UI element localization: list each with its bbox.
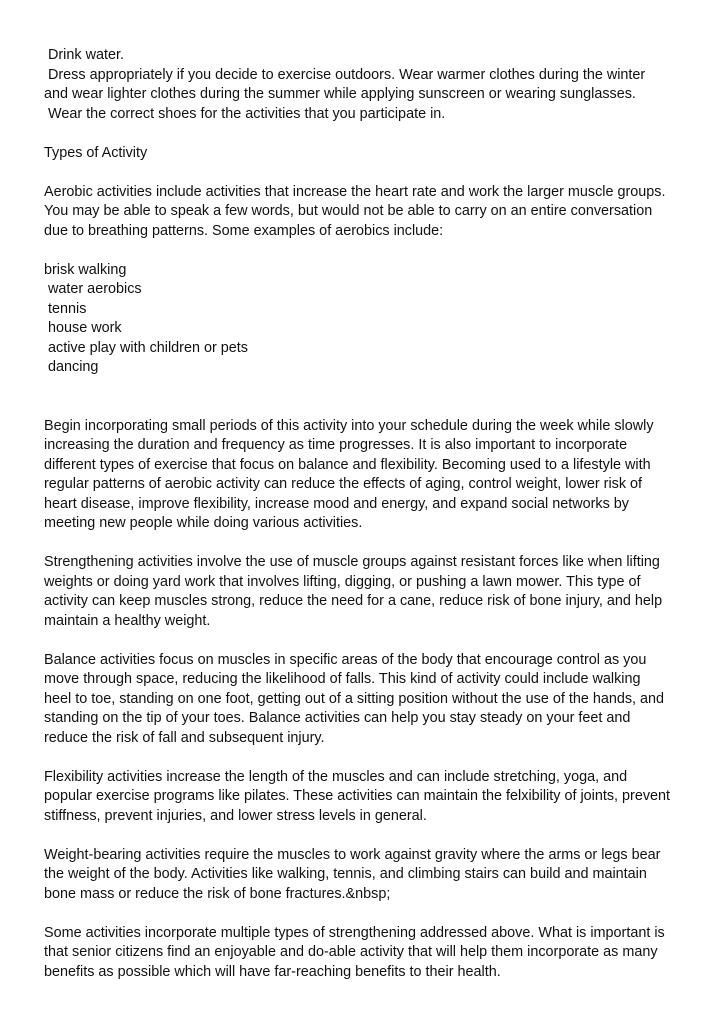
paragraph-line: popular exercise programs like pilates. These activities can maintain the felxibility of joints, prevent [44,788,671,804]
aerobic-intro-paragraph [44,183,704,242]
section-heading: Types of Activity [44,144,148,161]
paragraph-line: heart disease, improve flexibility, increase mood and energy, and expand social networks by [44,495,629,512]
list-item: dancing [44,359,99,375]
paragraph-line: Strengthening activities involve the use of muscle groups against resistant forces like when lifting [44,554,660,570]
paragraph-line: standing on the tip of your toes. Balance activities can help you stay steady on your feet and [44,710,631,726]
paragraph-line: meeting new people while doing various activities. [44,515,363,531]
spacer [44,631,704,651]
list-item: active play with children or pets [44,339,248,356]
tip-line: Wear the correct shoes for the activities that you participate in. [44,105,446,122]
paragraph-line: Balance activities focus on muscles in specific areas of the body that encourage control as you [44,651,647,668]
paragraph-line: bone mass or reduce the risk of bone fractures.&nbsp; [44,885,391,902]
paragraph-line: Begin incorporating small periods of this activity into your schedule during the week while slowly [44,417,654,434]
paragraph-line: that senior citizens find an enjoyable and do-able activity that will help them incorporate as many [44,944,658,960]
paragraph-line: move through space, reducing the likelihood of falls. This kind of activity could include walking [44,671,641,687]
spacer [44,904,704,924]
spacer [44,163,704,183]
paragraph-balance [44,651,704,749]
paragraph-line: heel to toe, standing on one foot, getting out of a sitting position without the use of the hands, and [44,690,665,707]
paragraph-line: stiffness, prevent injuries, and lower stress levels in general. [44,807,427,824]
document-page [44,46,704,982]
spacer [44,124,704,144]
list-item: brisk walking [44,261,127,278]
paragraph-line: Weight-bearing activities require the muscles to work against gravity where the arms or legs bear [44,846,661,863]
paragraph-line: Some activities incorporate multiple types of strengthening addressed above. What is important is [44,924,665,941]
paragraph-strengthening [44,553,704,631]
paragraph-line: Flexibility activities increase the length of the muscles and can include stretching, yoga, and [44,768,628,785]
spacer [44,826,704,846]
paragraph-line: due to breathing patterns. Some examples of aerobics include: [44,222,444,239]
list-item: water aerobics [44,281,142,297]
paragraph-line: different types of exercise that focus on balance and flexibility. Becoming used to a lifestyle with [44,456,651,473]
paragraph-line: reduce the risk of fall and subsequent injury. [44,729,325,746]
paragraph-line: increasing the duration and frequency as time progresses. It is also important to incorporate [44,437,628,453]
spacer [44,534,704,554]
paragraph-line: the weight of the body. Activities like walking, tennis, and climbing stairs can build and maintain [44,866,647,882]
paragraph-line: benefits as possible which will have far-reaching benefits to their health. [44,963,501,980]
tip-line: Drink water. [44,47,124,63]
spacer [44,748,704,768]
paragraph-flexibility [44,768,704,827]
tips-list [44,46,704,124]
paragraph-line: weights or doing yard work that involves lifting, digging, or pushing a lawn mower. This type of [44,573,641,590]
paragraph-line: Aerobic activities include activities that increase the heart rate and work the larger muscle groups. [44,183,666,200]
paragraph-weight-bearing [44,846,704,905]
tip-line: and wear lighter clothes during the summer while applying sunscreen or wearing sunglasses. [44,86,636,102]
list-item: house work [44,320,122,336]
tip-line: Dress appropriately if you decide to exercise outdoors. Wear warmer clothes during the winter [44,66,646,83]
spacer [44,378,704,417]
spacer [44,241,704,261]
paragraph-line: regular patterns of aerobic activity can reduce the effects of aging, control weight, lower risk of [44,476,643,492]
paragraph-line: You may be able to speak a few words, but would not be able to carry on an entire conversation [44,203,653,219]
paragraph-line: activity can keep muscles strong, reduce the need for a cane, reduce risk of bone injury, and help [44,593,663,609]
paragraph-aerobic-schedule [44,417,704,534]
aerobic-examples-list [44,261,704,378]
paragraph-line: maintain a healthy weight. [44,612,211,629]
paragraph-conclusion [44,924,704,983]
list-item: tennis [44,300,87,317]
